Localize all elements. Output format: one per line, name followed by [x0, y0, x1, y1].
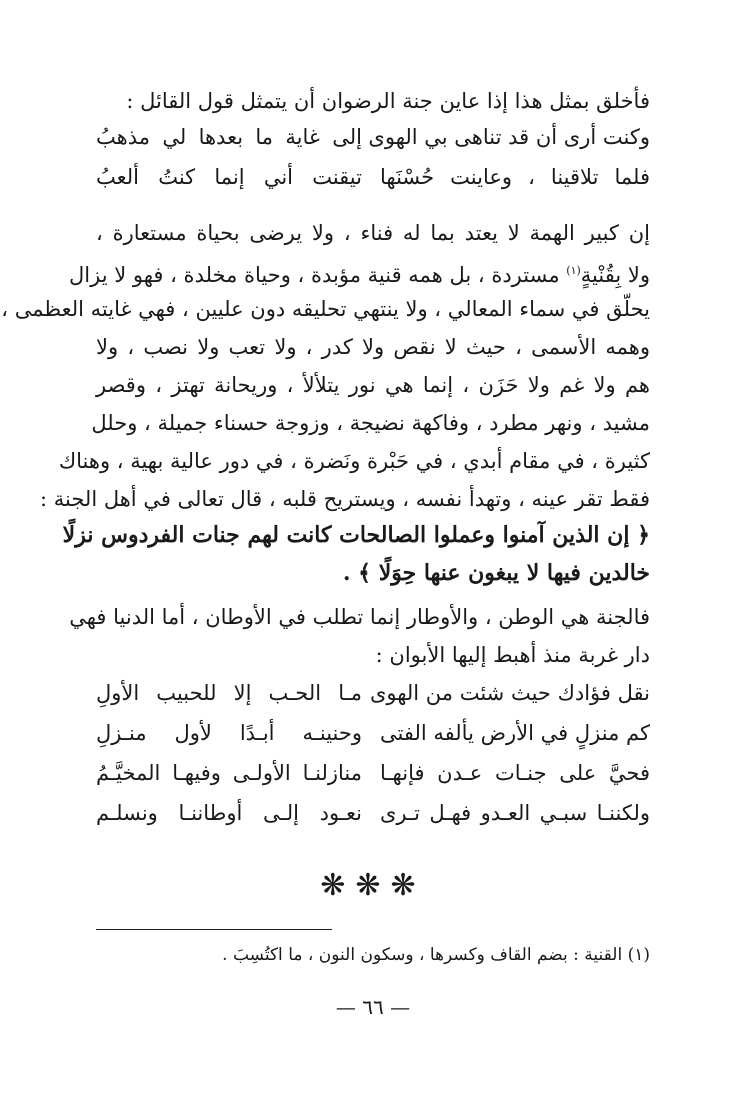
paragraph-line: مشيد ، ونهر مطرد ، وفاكهة نضيجة ، وزوجة حسناء جميلة ، وحلل — [91, 411, 650, 435]
paragraph-line: فالجنة هي الوطن ، والأوطار إنما تطلب في الأوطان ، أما الدنيا فهي — [69, 605, 650, 629]
quran-verse-line: خالدين فيها لا يبغون عنها حِوَلًا ﴾ . — [342, 560, 650, 586]
verse-3-first-hemistich: نقل فؤادك حيث شئت من الهوى — [369, 681, 650, 705]
paragraph-line: وهمه الأسمى ، حيث لا نقص ولا كدر ، ولا تعب ولا نصب ، ولا — [96, 335, 650, 359]
section-divider-stars: ❋❋❋ — [320, 868, 426, 903]
verse-2-second-hemistich: تيقنت أني إنما كنتُ ألعبُ — [96, 165, 362, 189]
page-number: — ٦٦ — — [335, 995, 411, 1019]
footnote: (١) القنية : بضم القاف وكسرها ، وسكون النون ، ما اكتُسِبَ . — [222, 945, 650, 965]
paragraph-line: كثيرة ، في مقام أبدي ، في حَبْرة ونَضرة ، في دور عالية بهية ، وهناك — [58, 449, 650, 473]
intro-line: فأخلق بمثل هذا إذا عاين جنة الرضوان أن يتمثل قول القائل : — [126, 89, 650, 113]
verse-2-first-hemistich: فلما تلاقينا ، وعاينت حُسْنَها — [380, 165, 650, 189]
verse-3-second-hemistich: مـا الحـب إلا للحبيب الأولِ — [96, 681, 362, 705]
paragraph-text: مستردة ، بل همه قنية مؤبدة ، وحياة مخلدة ، فهو لا يزال — [69, 263, 560, 287]
paragraph-line: هم ولا غم ولا حَزَن ، إنما هي نور يتلألأ ، وريحانة تهتز ، وقصر — [96, 373, 650, 397]
verse-5-first-hemistich: فحيَّ على جنـات عـدن فإنهـا — [380, 761, 650, 785]
verse-1-second-hemistich: إلى غاية ما بعدها لي مذهبُ — [96, 125, 362, 149]
verse-4-second-hemistich: وحنينـه أبـدًا لأول منـزلِ — [96, 721, 362, 745]
quran-verse-line: ﴿ إن الذين آمنوا وعملوا الصالحات كانت لهم جنات الفردوس نزلًا — [62, 522, 650, 548]
footnote-word: ولا بِقُنْيةٍ — [580, 263, 650, 287]
verse-5-second-hemistich: منازلنـا الأولـى وفيهـا المخيَّـمُ — [96, 761, 362, 785]
verse-1-first-hemistich: وكنت أرى أن قد تناهى بي الهوى — [368, 125, 650, 149]
paragraph-line: يحلّق في سماء المعالي ، ولا ينتهي تحليقه دون عليين ، فهي غايته العظمى ، — [1, 297, 650, 321]
verse-4-first-hemistich: كم منزلٍ في الأرض يألفه الفتى — [380, 721, 650, 745]
footnote-mark[interactable]: (١) — [566, 264, 581, 277]
paragraph-line: فقط تقر عينه ، وتهدأ نفسه ، ويستريح قلبه ، قال تعالى في أهل الجنة : — [40, 487, 650, 511]
paragraph-line-with-footnote — [69, 254, 650, 292]
paragraph-line: إن كبير الهمة لا يعتد بما له فناء ، ولا يرضى بحياة مستعارة ، — [96, 221, 650, 245]
verse-6-second-hemistich: نعـود إلـى أوطاننـا ونسلـم — [96, 801, 362, 825]
verse-6-first-hemistich: ولكننـا سبـي العـدو فهـل تـرى — [380, 801, 650, 825]
paragraph-line: دار غربة منذ أهبط إليها الأبوان : — [375, 643, 650, 667]
footnote-rule — [96, 929, 332, 930]
